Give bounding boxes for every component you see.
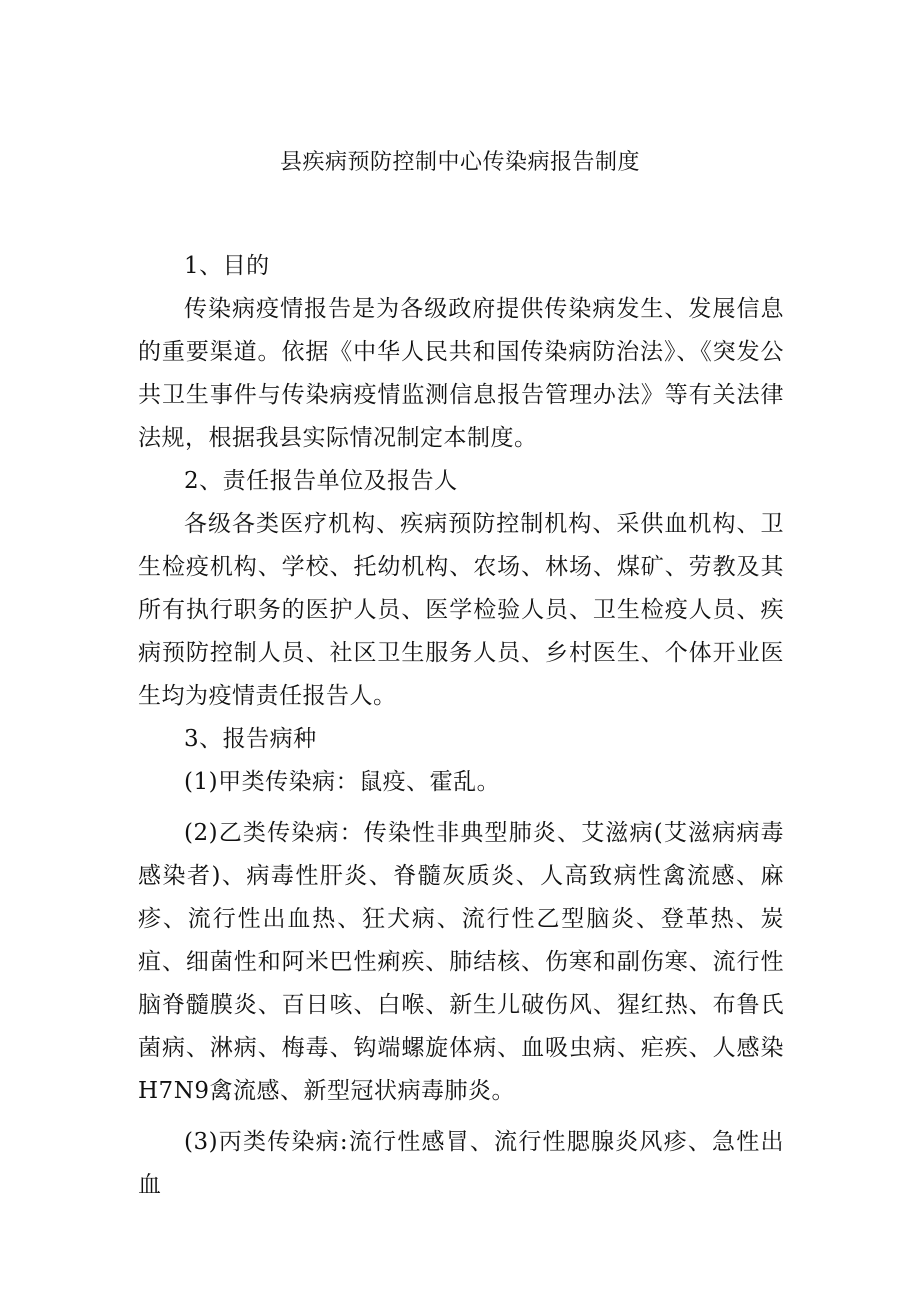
paragraph-class-b-diseases: (2)乙类传染病：传染性非典型肺炎、艾滋病(艾滋病病毒感染者)、病毒性肝炎、脊髓灰质炎、人高致病性禽流感、麻疹、流行性出血热、狂犬病、流行性乙型脑炎、登革热、炭疽、细菌性和阿米巴性痢疾、肺结核、伤寒和副伤寒、流行性脑脊髓膜炎、百日咳、白喉、新生儿破伤风、猩红热、布鲁氏菌病、淋病、梅毒、钩端螺旋体病、血吸虫病、疟疾、人感染H7N9禽流感、新型冠状病毒肺炎。 [138,820,784,1104]
paragraph-purpose: 传染病疫情报告是为各级政府提供传染病发生、发展信息的重要渠道。依据《中华人民共和国传染病防治法》、《突发公共卫生事件与传染病疫情监测信息报告管理办法》等有关法律法规，根据我县实际情况制定本制度。 [138,296,784,451]
paragraph-class-a-diseases: (1)甲类传染病：鼠疫、霍乱。 [184,769,501,795]
paragraph-class-c-diseases: (3)丙类传染病:流行性感冒、流行性腮腺炎风疹、急性出血 [138,1129,784,1198]
section-heading-purpose: 1、目的 [184,253,270,279]
paragraph-responsible-reporters: 各级各类医疗机构、疾病预防控制机构、采供血机构、卫生检疫机构、学校、托幼机构、农场、林场、煤矿、劳教及其所有执行职务的医护人员、医学检验人员、卫生检疫人员、疾病预防控制人员、社区卫生服务人员、乡村医生、个体开业医生均为疫情责任报告人。 [138,511,784,709]
section-heading-reported-diseases: 3、报告病种 [184,726,317,752]
document-title: 县疾病预防控制中心传染病报告制度 [279,150,640,175]
document-body [138,245,784,1207]
section-heading-responsible-reporters: 2、责任报告单位及报告人 [184,468,458,494]
